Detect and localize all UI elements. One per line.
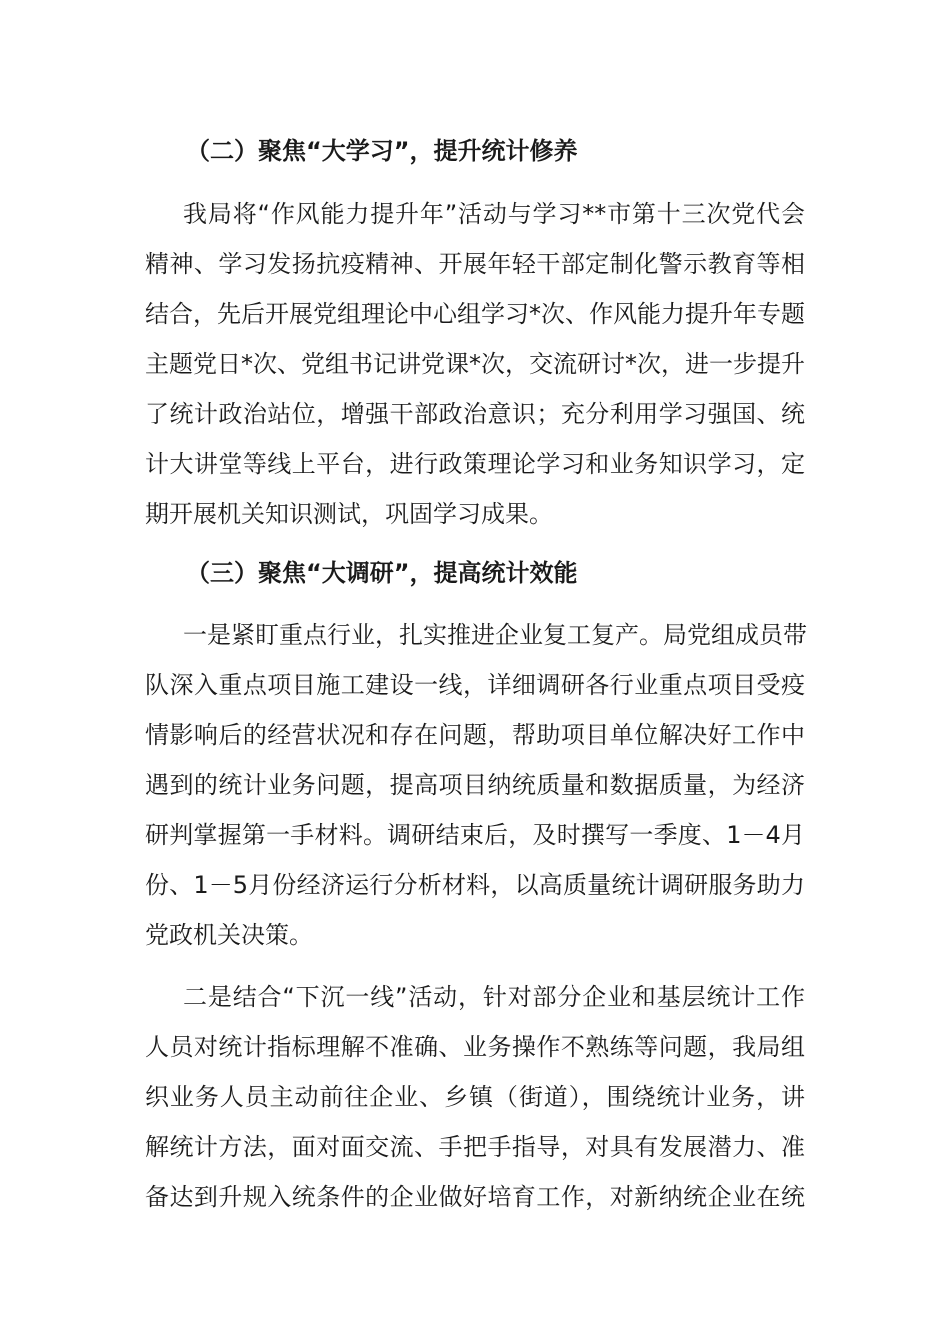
text-line: 二是结合“下沉一线”活动，针对部分企业和基层统计工作 bbox=[183, 983, 805, 1011]
text-line: 遇到的统计业务问题，提高项目纳统质量和数据质量，为经济 bbox=[145, 771, 805, 799]
text-line: 织业务人员主动前往企业、乡镇（街道），围绕统计业务，讲 bbox=[145, 1083, 805, 1111]
text-line: 研判掌握第一手材料。调研结束后，及时撰写一季度、1－4月 bbox=[145, 821, 805, 849]
text-line: 人员对统计指标理解不准确、业务操作不熟练等问题，我局组 bbox=[145, 1033, 805, 1061]
text-line: 结合，先后开展党组理论中心组学习*次、作风能力提升年专题 bbox=[145, 300, 805, 328]
text-line: 队深入重点项目施工建设一线，详细调研各行业重点项目受疫 bbox=[145, 671, 805, 699]
text-line: 了统计政治站位，增强干部政治意识；充分利用学习强国、统 bbox=[145, 400, 805, 428]
text-line: 精神、学习发扬抗疫精神、开展年轻干部定制化警示教育等相 bbox=[145, 250, 805, 278]
section-heading-3: （三）聚焦“大调研”，提高统计效能 bbox=[186, 559, 578, 587]
text-line: 我局将“作风能力提升年”活动与学习**市第十三次党代会 bbox=[183, 200, 805, 228]
paragraph-research-2 bbox=[145, 972, 805, 1222]
paragraph-research-1 bbox=[145, 610, 805, 960]
section-heading-2: （二）聚焦“大学习”，提升统计修养 bbox=[186, 137, 578, 165]
text-line: 解统计方法，面对面交流、手把手指导，对具有发展潜力、准 bbox=[145, 1133, 805, 1161]
text-line: 期开展机关知识测试，巩固学习成果。 bbox=[145, 500, 553, 528]
text-line: 主题党日*次、党组书记讲党课*次，交流研讨*次，进一步提升 bbox=[145, 350, 805, 378]
text-line: 份、1－5月份经济运行分析材料，以高质量统计调研服务助力 bbox=[145, 871, 805, 899]
paragraph-study bbox=[145, 189, 805, 539]
text-line: 党政机关决策。 bbox=[145, 921, 313, 949]
text-line: 备达到升规入统条件的企业做好培育工作，对新纳统企业在统 bbox=[145, 1183, 805, 1211]
text-line: 一是紧盯重点行业，扎实推进企业复工复产。局党组成员带 bbox=[183, 621, 807, 649]
text-line: 情影响后的经营状况和存在问题，帮助项目单位解决好工作中 bbox=[145, 721, 805, 749]
text-line: 计大讲堂等线上平台，进行政策理论学习和业务知识学习，定 bbox=[145, 450, 805, 478]
